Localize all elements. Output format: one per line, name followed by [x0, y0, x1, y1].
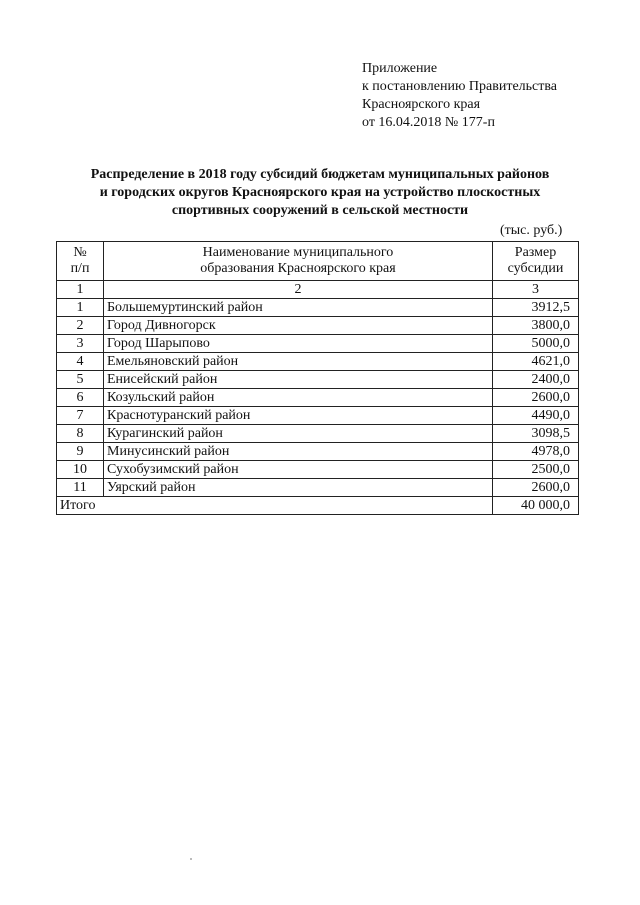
- subsidy-amount: 5000,0: [493, 335, 579, 353]
- annex-line: Приложение: [362, 61, 438, 76]
- municipality-name: Курагинский район: [104, 425, 493, 443]
- subsidy-amount: 4490,0: [493, 407, 579, 425]
- row-number: 5: [57, 371, 104, 389]
- row-number: 6: [57, 389, 104, 407]
- municipality-name: Емельяновский район: [104, 353, 493, 371]
- subsidy-amount: 4978,0: [493, 443, 579, 461]
- table-row: [57, 317, 579, 335]
- table-row: [57, 335, 579, 353]
- row-number: 7: [57, 407, 104, 425]
- row-number: 3: [57, 335, 104, 353]
- header-sum-line1: Размер: [514, 245, 557, 260]
- table-row: [57, 371, 579, 389]
- header-number: [57, 242, 104, 281]
- column-index: 1: [57, 281, 104, 299]
- table-row: [57, 425, 579, 443]
- unit-label: (тыс. руб.): [500, 223, 563, 238]
- municipality-name: Сухобузимский район: [104, 461, 493, 479]
- scan-speck: [190, 858, 192, 860]
- municipality-name: Минусинский район: [104, 443, 493, 461]
- row-number: 9: [57, 443, 104, 461]
- header-sum: [493, 242, 579, 281]
- subsidy-amount: 3098,5: [493, 425, 579, 443]
- total-label: Итого: [57, 497, 493, 515]
- table-row: [57, 389, 579, 407]
- header-number-line2: п/п: [70, 261, 90, 276]
- annex-line: к постановлению Правительства: [362, 79, 558, 94]
- total-row: [57, 497, 579, 515]
- subsidy-table: [56, 241, 579, 515]
- annex-line: Красноярского края: [362, 97, 481, 112]
- subsidy-amount: 3912,5: [493, 299, 579, 317]
- row-number: 4: [57, 353, 104, 371]
- annex-date-number: от 16.04.2018 № 177-п: [362, 115, 495, 130]
- header-name: [104, 242, 493, 281]
- total-amount: 40 000,0: [493, 497, 579, 515]
- table-row: [57, 299, 579, 317]
- table-row: [57, 353, 579, 371]
- row-number: 8: [57, 425, 104, 443]
- header-name-line2: образования Красноярского края: [200, 261, 396, 276]
- row-number: 10: [57, 461, 104, 479]
- table-row: [57, 443, 579, 461]
- header-number-line1: №: [73, 245, 87, 260]
- document-title: [40, 166, 600, 220]
- header-sum-line2: субсидии: [507, 261, 564, 276]
- municipality-name: Город Шарыпово: [104, 335, 493, 353]
- title-line: и городских округов Красноярского края на устройство плоскостных: [99, 185, 541, 200]
- municipality-name: Уярский район: [104, 479, 493, 497]
- subsidy-amount: 2400,0: [493, 371, 579, 389]
- subsidy-amount: 2600,0: [493, 479, 579, 497]
- table-row: [57, 461, 579, 479]
- municipality-name: Краснотуранский район: [104, 407, 493, 425]
- subsidy-amount: 2600,0: [493, 389, 579, 407]
- table-header-row: [57, 242, 579, 281]
- municipality-name: Большемуртинский район: [104, 299, 493, 317]
- title-line: Распределение в 2018 году субсидий бюджетам муниципальных районов: [90, 167, 550, 182]
- column-index-row: [57, 281, 579, 299]
- column-index: 3: [493, 281, 579, 299]
- subsidy-amount: 2500,0: [493, 461, 579, 479]
- table-row: [57, 479, 579, 497]
- subsidy-amount: 4621,0: [493, 353, 579, 371]
- municipality-name: Козульский район: [104, 389, 493, 407]
- municipality-name: Город Дивногорск: [104, 317, 493, 335]
- municipality-name: Енисейский район: [104, 371, 493, 389]
- subsidy-amount: 3800,0: [493, 317, 579, 335]
- title-line: спортивных сооружений в сельской местности: [171, 203, 469, 218]
- column-index: 2: [104, 281, 493, 299]
- header-name-line1: Наименование муниципального: [202, 245, 394, 260]
- row-number: 11: [57, 479, 104, 497]
- annex-block: [362, 60, 557, 132]
- row-number: 2: [57, 317, 104, 335]
- table-row: [57, 407, 579, 425]
- row-number: 1: [57, 299, 104, 317]
